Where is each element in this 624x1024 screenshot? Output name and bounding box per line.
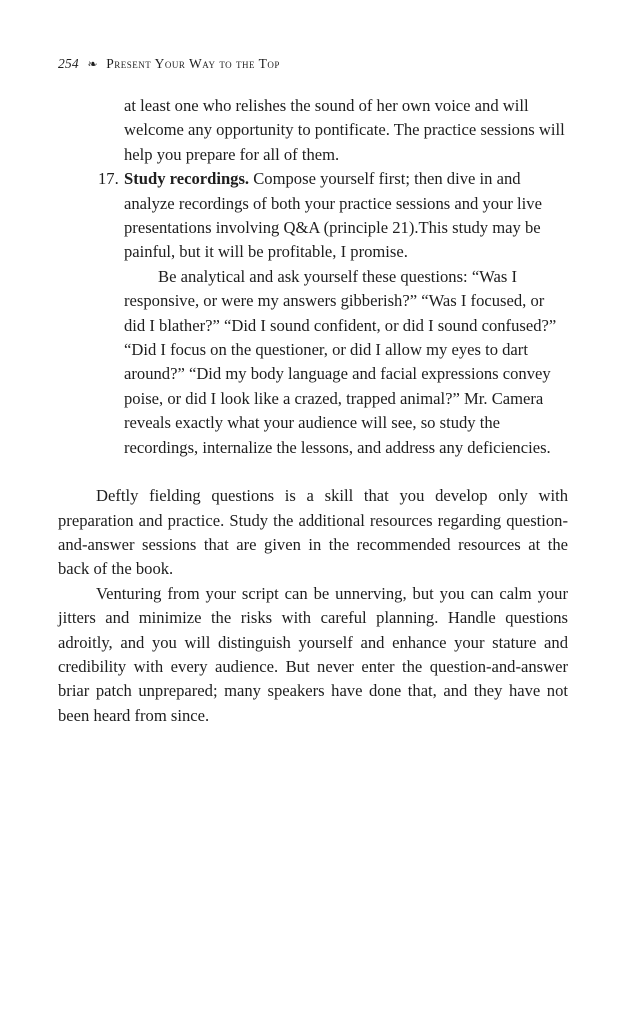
- running-head: [58, 56, 280, 72]
- page-body: [58, 94, 568, 728]
- book-title: Present Your Way to the Top: [106, 56, 280, 71]
- list-item-paragraph: Be analytical and ask yourself these questions: “Was I responsive, or were my answers gibberish?” “Was I focused, or did I blather?” “Did I sound confident, or did I sound confused?” “Did I focus on the questioner, or did I allow my eyes to dart around?” “Did my body language and facial expressions convey poise, or did I look like a crazed, trapped animal?” Mr. Camera reveals exactly what your audience will see, so study the recordings, internalize the lessons, and address any deficiencies.: [124, 266, 557, 457]
- list-number: 17.: [98, 169, 119, 189]
- list-item-text: Compose yourself first; then dive in and analyze recordings of both your practice sessions and your live presentations involving Q&A (principle 21).This study may be painful, but it will be profitable, I promise.: [124, 169, 542, 262]
- fleuron-ornament-icon: ❧: [87, 57, 98, 71]
- body-paragraph: Deftly fielding questions is a skill that you develop only with preparation and practice. Study the additional resources regarding question-and-answer sessions that are given in the recommended resources at the back of the book.: [58, 486, 568, 579]
- list-item-heading: Study recordings.: [124, 169, 250, 189]
- section-gap: [58, 460, 568, 484]
- page-number: 254: [58, 56, 79, 71]
- list-item-17: [58, 167, 568, 265]
- body-paragraph: Venturing from your script can be unnerving, but you can calm your jitters and minimize the risks with careful planning. Handle questions adroitly, and you will distinguish yourself and enhance your stature and credibility with every audience. But never enter the question-and-answer briar patch unprepared; many speakers have done that, and they have not been heard from since.: [58, 583, 568, 725]
- continued-list-text: at least one who relishes the sound of her own voice and will welcome any opportunity to pontificate. The practice sessions will help you prepare for all of them.: [124, 96, 565, 164]
